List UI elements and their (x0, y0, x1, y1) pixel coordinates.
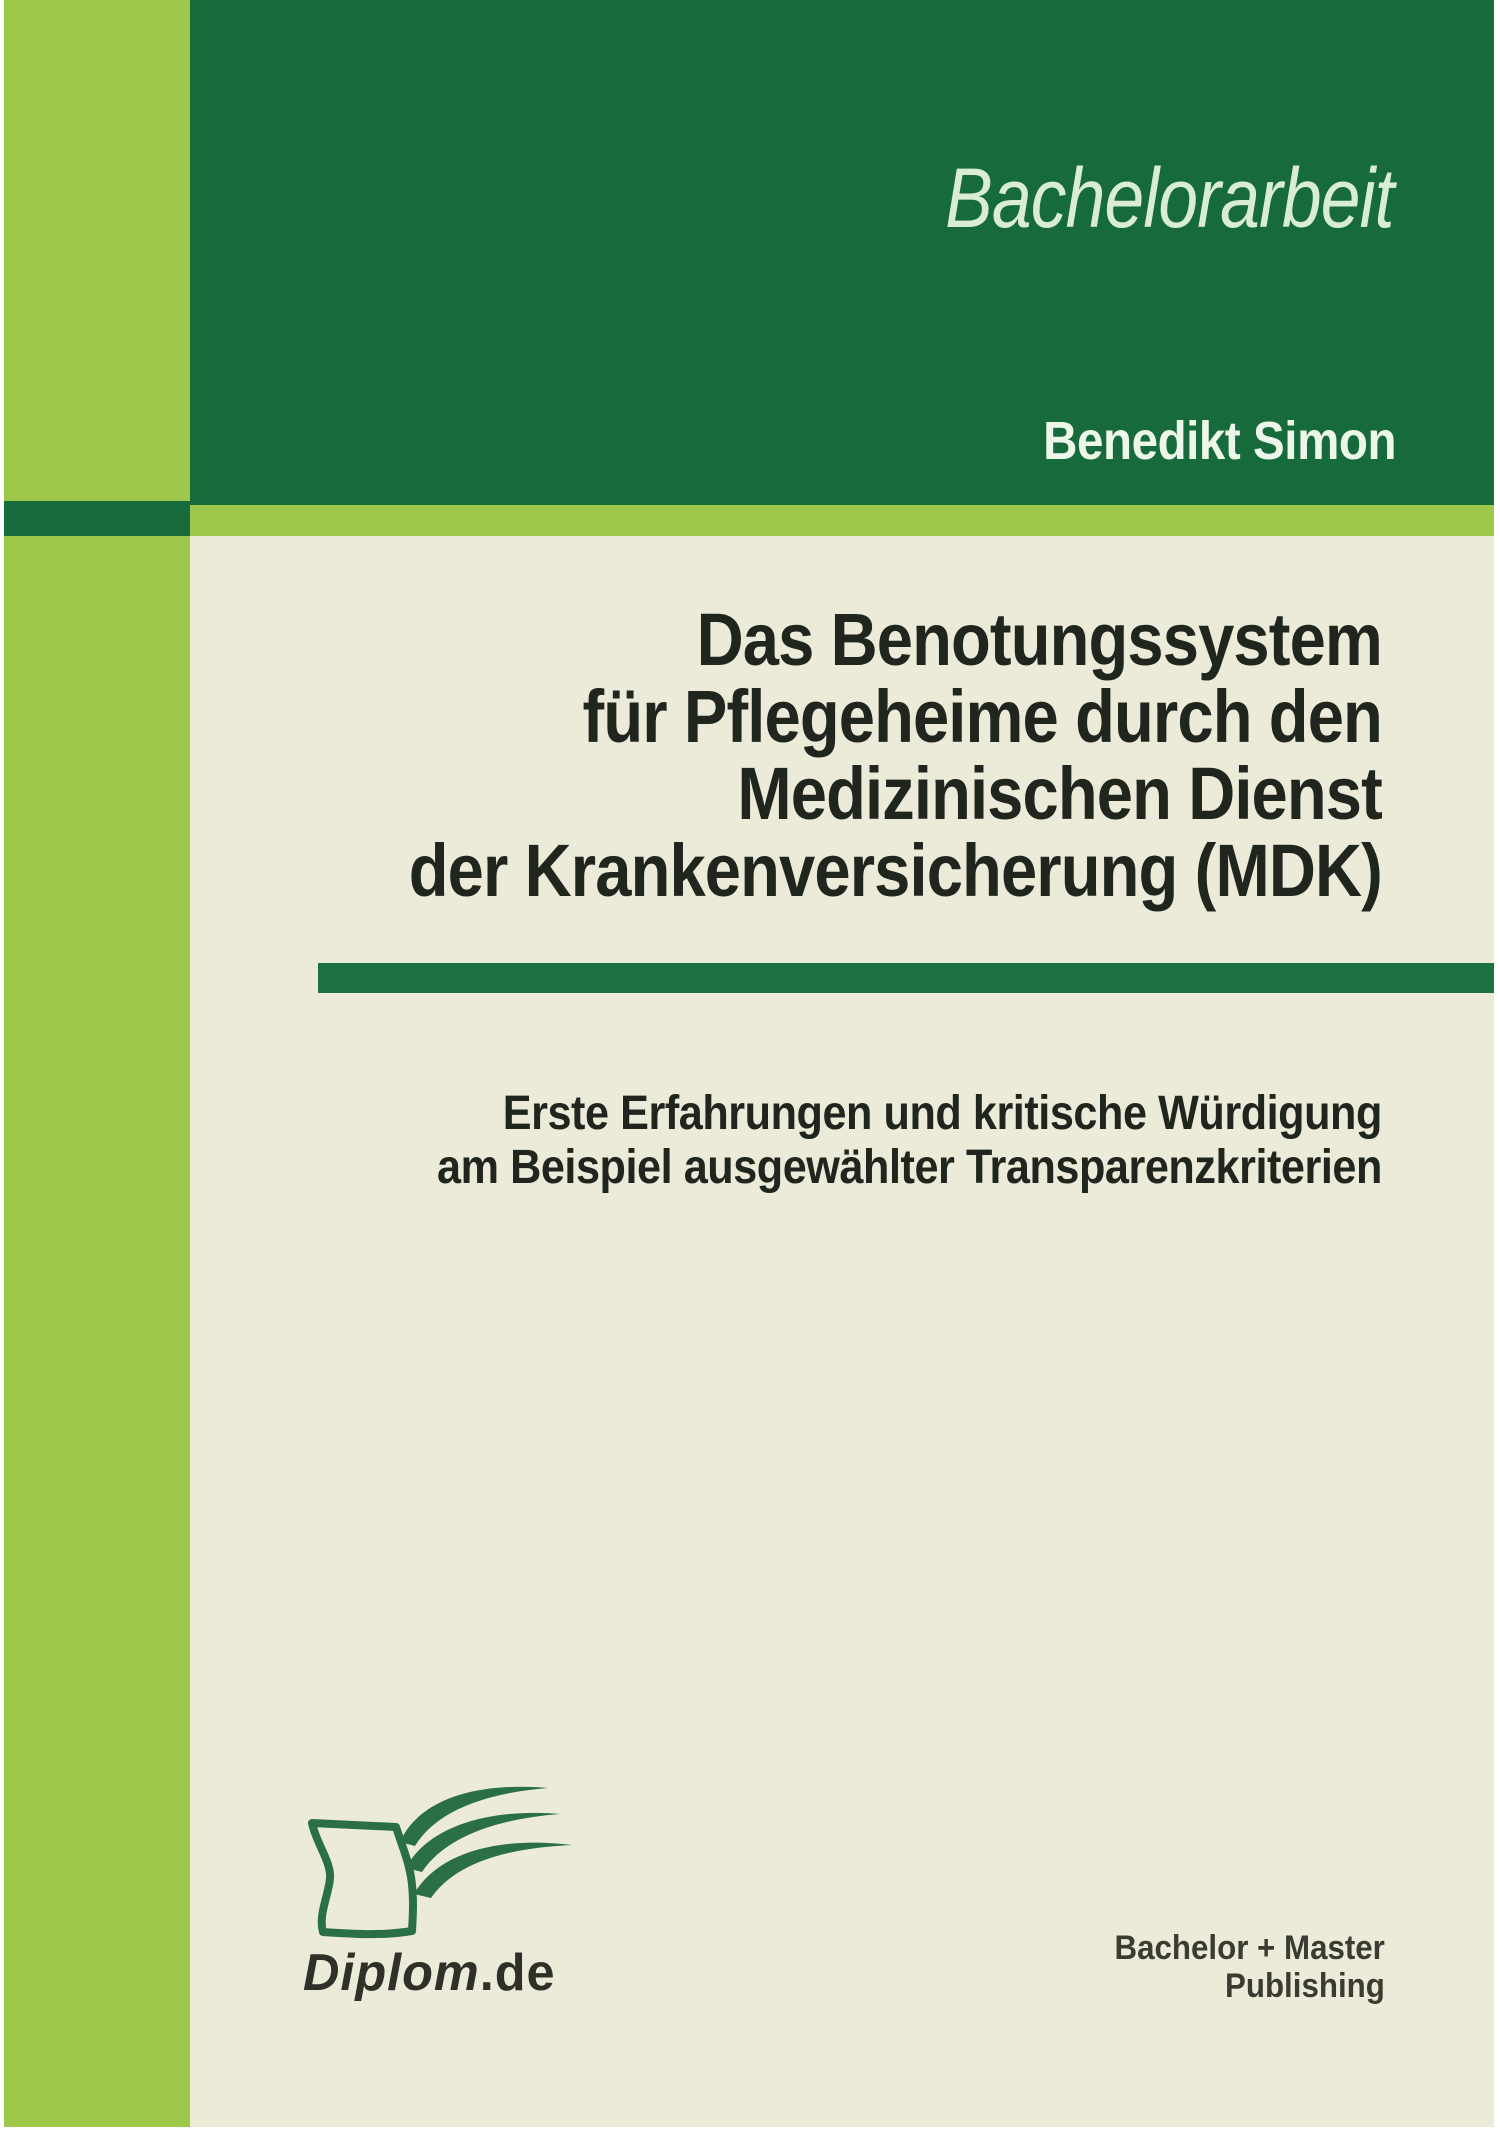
book-title (408, 598, 1382, 912)
author-name: Benedikt Simon (1043, 411, 1396, 471)
publisher-imprint (1115, 1929, 1385, 2005)
title-divider-rule (318, 963, 1494, 993)
publisher-line: Publishing (1225, 1967, 1385, 2005)
publisher-line: Bachelor + Master (1114, 1929, 1385, 1967)
logo-brand-text: Diplom (303, 1944, 480, 2002)
book-title-line: Medizinischen Dienst (737, 752, 1382, 835)
book-title-line: für Pflegeheime durch den (582, 675, 1382, 758)
book-subtitle (437, 1087, 1382, 1195)
left-accent-stripe (4, 0, 190, 2127)
logo-tld-text: .de (479, 1944, 556, 2002)
logo-page-outline (312, 1823, 413, 1934)
logo-wordmark (303, 1943, 556, 2003)
book-subtitle-line: am Beispiel ausgewählter Transparenzkriterien (437, 1141, 1382, 1194)
book-title-line: Das Benotungssystem (696, 598, 1382, 681)
book-title-line: der Krankenversicherung (MDK) (408, 829, 1382, 912)
separator-band-left (4, 501, 190, 536)
separator-band-right (190, 505, 1494, 536)
series-label: Bachelorarbeit (945, 151, 1394, 245)
book-subtitle-line: Erste Erfahrungen und kritische Würdigung (502, 1087, 1382, 1140)
page-with-swoosh-icon (285, 1763, 595, 1953)
